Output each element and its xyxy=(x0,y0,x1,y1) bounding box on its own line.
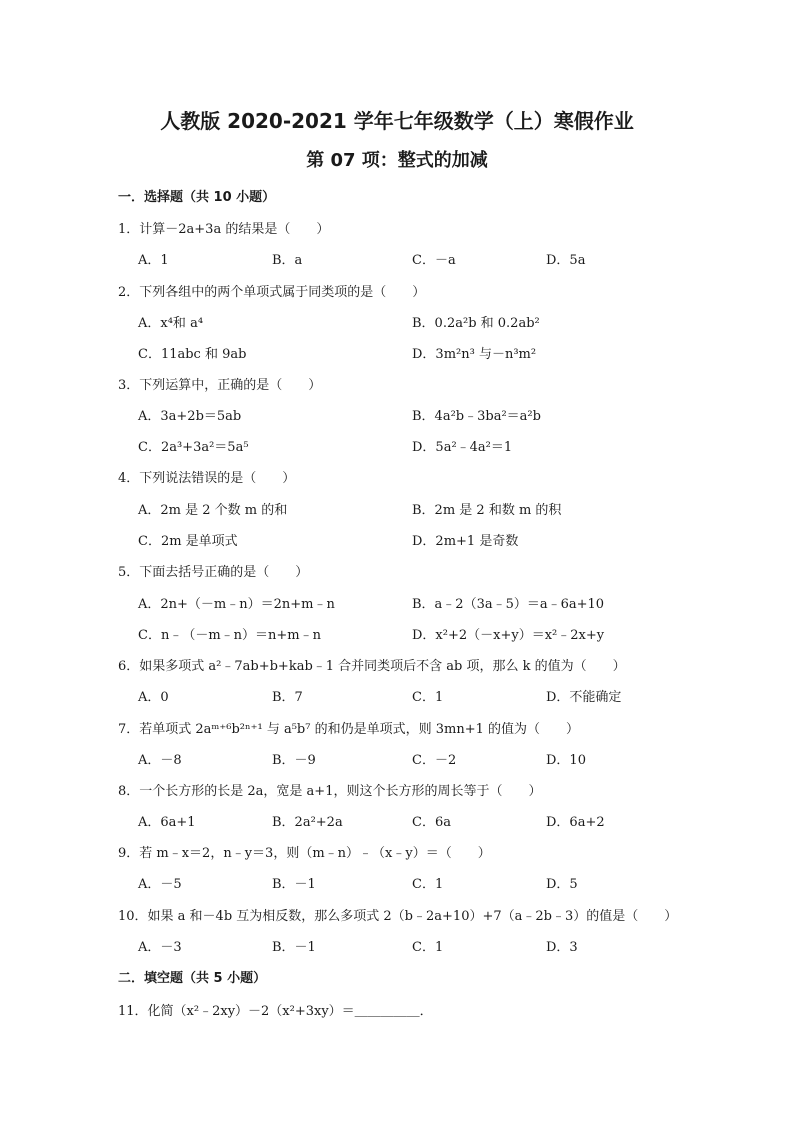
question-5-option-c: C．n﹣（－m﹣n）＝n+m﹣n xyxy=(138,628,321,643)
question-5-option-a: A．2n+（－m﹣n）＝2n+m﹣n xyxy=(138,597,335,612)
question-7-option-a: A．－8 xyxy=(138,753,182,768)
question-10-stem: 10．如果 a 和－4b 互为相反数，那么多项式 2（b﹣2a+10）+7（a﹣2b﹣3）的值是（ ） xyxy=(118,909,678,924)
question-3-option-a: A．3a+2b＝5ab xyxy=(138,409,242,424)
question-1-option-c: C．－a xyxy=(412,253,456,268)
question-5-stem: 5．下面去括号正确的是（ ） xyxy=(118,565,309,580)
question-10-option-c: C．1 xyxy=(412,940,444,955)
question-3-option-c: C．2a³+3a²＝5a⁵ xyxy=(138,440,249,455)
question-5-option-d: D．x²+2（－x+y）＝x²﹣2x+y xyxy=(412,628,605,643)
question-6-option-a: A．0 xyxy=(138,690,169,705)
question-8-stem: 8．一个长方形的长是 2a，宽是 a+1，则这个长方形的周长等于（ ） xyxy=(118,784,542,799)
question-3-option-d: D．5a²﹣4a²＝1 xyxy=(412,440,513,455)
question-5-option-b: B．a﹣2（3a﹣5）＝a﹣6a+10 xyxy=(412,597,605,612)
question-2-option-a: A．x⁴和 a⁴ xyxy=(138,316,204,331)
question-4-stem: 4．下列说法错误的是（ ） xyxy=(118,471,296,486)
question-6-option-c: C．1 xyxy=(412,690,444,705)
question-8-option-a: A．6a+1 xyxy=(138,815,196,830)
question-8-option-b: B．2a²+2a xyxy=(272,815,343,830)
question-11-stem: 11．化简（x²﹣2xy）－2（x²+3xy）＝＿＿＿＿＿． xyxy=(118,1004,433,1019)
question-6-option-d: D．不能确定 xyxy=(546,690,622,705)
question-7-stem: 7．若单项式 2aᵐ⁺⁶b²ⁿ⁺¹ 与 a⁵b⁷ 的和仍是单项式，则 3mn+1 的值为（ ） xyxy=(118,722,579,737)
question-10-option-a: A．－3 xyxy=(138,940,182,955)
question-1-option-a: A．1 xyxy=(138,253,169,268)
question-8-option-c: C．6a xyxy=(412,815,451,830)
question-7-option-b: B．－9 xyxy=(272,753,316,768)
question-4-option-d: D．2m+1 是奇数 xyxy=(412,534,519,549)
question-9-option-c: C．1 xyxy=(412,877,444,892)
question-3-option-b: B．4a²b﹣3ba²＝a²b xyxy=(412,409,541,424)
document-subtitle: 第 07 项：整式的加减 xyxy=(306,150,488,171)
question-6-option-b: B．7 xyxy=(272,690,303,705)
question-2-option-c: C．11abc 和 9ab xyxy=(138,347,247,362)
question-2-option-b: B．0.2a²b 和 0.2ab² xyxy=(412,316,540,331)
question-10-option-b: B．－1 xyxy=(272,940,316,955)
question-9-option-d: D．5 xyxy=(546,877,578,892)
question-1-option-b: B．a xyxy=(272,253,303,268)
question-10-option-d: D．3 xyxy=(546,940,578,955)
question-8-option-d: D．6a+2 xyxy=(546,815,605,830)
section-heading-fill: 二．填空题（共 5 小题） xyxy=(118,971,267,986)
question-1-stem: 1．计算－2a+3a 的结果是（ ） xyxy=(118,222,330,237)
question-2-option-d: D．3m²n³ 与－n³m² xyxy=(412,347,537,362)
question-1-option-d: D．5a xyxy=(546,253,586,268)
document-title: 人教版 2020-2021 学年七年级数学（上）寒假作业 xyxy=(160,109,634,133)
question-9-stem: 9．若 m﹣x＝2，n﹣y＝3，则（m﹣n）﹣（x﹣y）＝（ ） xyxy=(118,846,491,861)
question-2-stem: 2．下列各组中的两个单项式属于同类项的是（ ） xyxy=(118,285,426,300)
section-heading-choice: 一．选择题（共 10 小题） xyxy=(118,190,276,205)
question-3-stem: 3．下列运算中，正确的是（ ） xyxy=(118,378,322,393)
question-4-option-a: A．2m 是 2 个数 m 的和 xyxy=(138,503,288,518)
question-4-option-c: C．2m 是单项式 xyxy=(138,534,238,549)
question-7-option-c: C．－2 xyxy=(412,753,457,768)
question-9-option-b: B．－1 xyxy=(272,877,316,892)
question-4-option-b: B．2m 是 2 和数 m 的积 xyxy=(412,503,562,518)
question-6-stem: 6．如果多项式 a²﹣7ab+b+kab﹣1 合并同类项后不含 ab 项，那么 k 的值为（ ） xyxy=(118,659,626,674)
question-7-option-d: D．10 xyxy=(546,753,586,768)
question-9-option-a: A．－5 xyxy=(138,877,182,892)
